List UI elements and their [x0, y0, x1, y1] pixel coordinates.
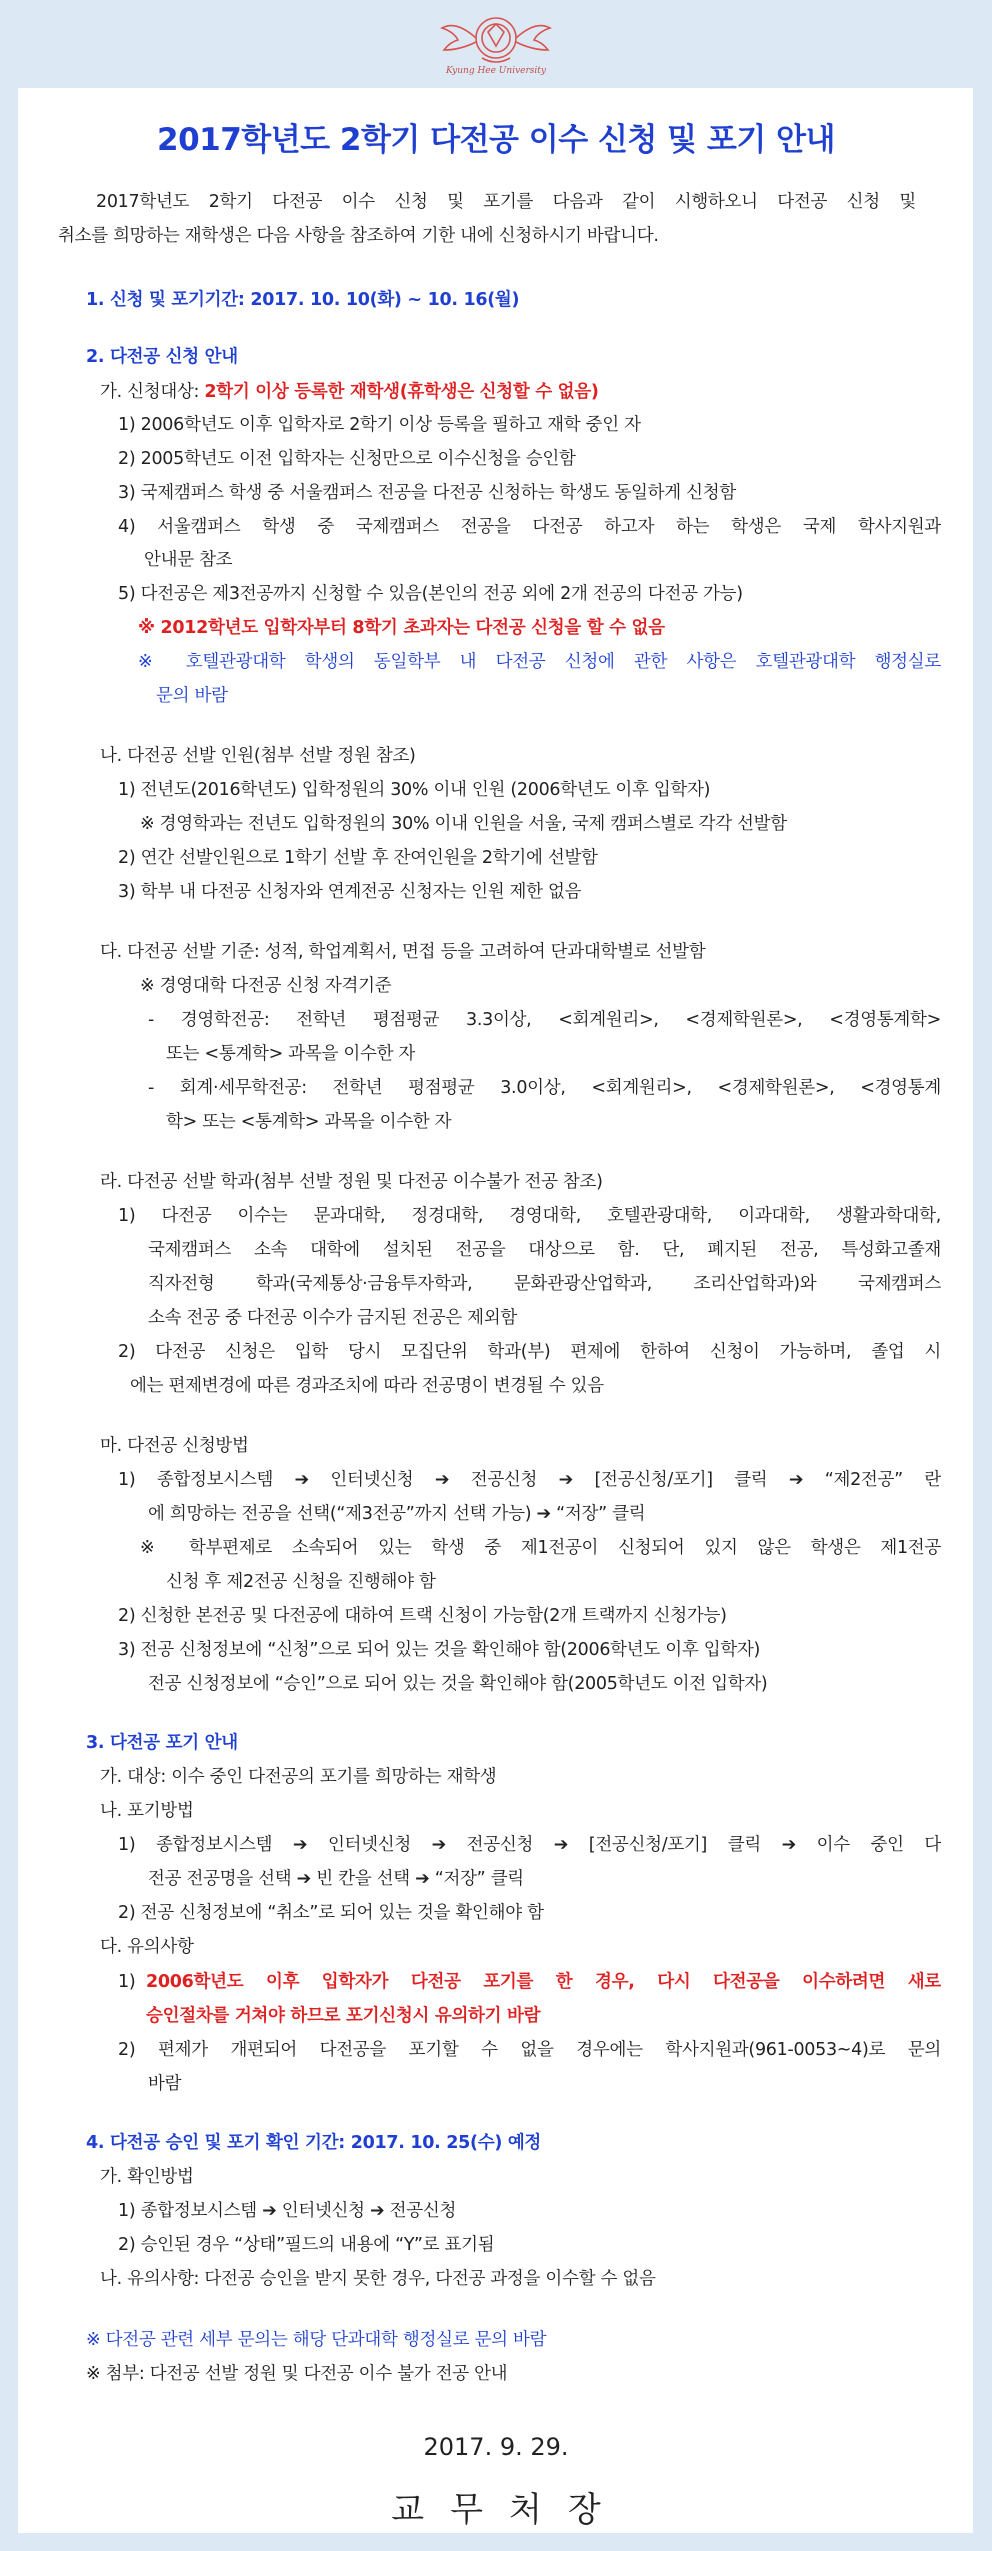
s3-na-item-1: 1) 종합정보시스템 ➔ 인터넷신청 ➔ 전공신청 ➔ [전공신청/포기] 클릭 ➔ 이수 중인 다 — [118, 1835, 941, 1855]
s2-na-note: ※ 경영학과는 전년도 입학정원의 30% 이내 인원을 서울, 국제 캠퍼스별로 각각 선발함 — [140, 814, 787, 834]
s2-ga-item-2: 2) 2005학년도 이전 입학자는 신청만으로 이수신청을 승인함 — [118, 449, 576, 469]
s3-na-item-2: 2) 전공 신청정보에 “취소”로 되어 있는 것을 확인해야 함 — [118, 1903, 544, 1923]
s4-ga-heading: 가. 확인방법 — [100, 2167, 194, 2187]
s2-ga-item-5: 5) 다전공은 제3전공까지 신청할 수 있음(본인의 전공 외에 2개 전공의 다전공 가능) — [118, 584, 743, 604]
s2-ma-item-3: 3) 전공 신청정보에 “신청”으로 되어 있는 것을 확인해야 함(2006학년도 이후 입학자) — [118, 1640, 761, 1660]
issue-date: 2017. 9. 29. — [423, 2433, 569, 2461]
s2-da-item-2: - 회계·세무학전공: 전학년 평점평균 3.0이상, <회계원리>, <경제학원론>, <경영통계 — [148, 1078, 941, 1098]
intro-line-2: 취소를 희망하는 재학생은 다음 사항을 참조하여 기한 내에 신청하시기 바랍니다. — [58, 226, 659, 246]
s3-da-red-2: 승인절차를 거쳐야 하므로 포기신청시 유의하기 바람 — [146, 2006, 541, 2026]
s3-da-heading: 다. 유의사항 — [100, 1937, 194, 1957]
s2-da-item-1-cont: 또는 <통계학> 과목을 이수한 자 — [166, 1044, 416, 1064]
s4-ga-item-2: 2) 승인된 경우 “상태”필드의 내용에 “Y”로 표기됨 — [118, 2235, 495, 2255]
s2-ra-item-1-cont-2: 직자전형 학과(국제통상·금융투자학과, 문화관광산업학과, 조리산업학과)와 국제캠퍼스 — [148, 1274, 941, 1294]
s2-na-item-1: 1) 전년도(2016학년도) 입학정원의 30% 이내 인원 (2006학년도 이후 입학자) — [118, 780, 711, 800]
s3-da-item-2: 2) 편제가 개편되어 다전공을 포기할 수 없을 경우에는 학사지원과(961-0053~4)로 문의 — [118, 2040, 941, 2060]
issuing-office: 교무처장 — [391, 2490, 627, 2530]
s2-ra-item-1: 1) 다전공 이수는 문과대학, 정경대학, 경영대학, 호텔관광대학, 이과대학, 생활과학대학, — [118, 1206, 941, 1226]
s2-da-heading: 다. 다전공 선발 기준: 성적, 학업계획서, 면접 등을 고려하여 단과대학별로 선발함 — [100, 942, 706, 962]
s2-ga-item-4: 4) 서울캠퍼스 학생 중 국제캠퍼스 전공을 다전공 하고자 하는 학생은 국제 학사지원과 — [118, 517, 941, 537]
s2-ra-item-1-cont-1: 국제캠퍼스 소속 대학에 설치된 전공을 대상으로 함. 단, 폐지된 전공, 특성화고졸재 — [148, 1240, 941, 1260]
s2-ma-note: ※ 학부편제로 소속되어 있는 학생 중 제1전공이 신청되어 있지 않은 학생은 제1전공 — [140, 1538, 941, 1558]
intro-line-1: 2017학년도 2학기 다전공 이수 신청 및 포기를 다음과 같이 시행하오니 다전공 신청 및 — [96, 192, 916, 212]
seal-caption: Kyung Hee University — [446, 66, 546, 76]
s2-ra-item-1-cont-3: 소속 전공 중 다전공 이수가 금지된 전공은 제외함 — [148, 1308, 517, 1328]
s2-ma-heading: 마. 다전공 신청방법 — [100, 1436, 249, 1456]
s2-da-item-1: - 경영학전공: 전학년 평점평균 3.3이상, <회계원리>, <경제학원론>, <경영통계학> — [148, 1010, 941, 1030]
s2-ga-note-blue-1: ※ 호텔관광대학 학생의 동일학부 내 다전공 신청에 관한 사항은 호텔관광대학 행정실로 — [138, 652, 941, 672]
s4-ga-item-1: 1) 종합정보시스템 ➔ 인터넷신청 ➔ 전공신청 — [118, 2201, 457, 2221]
s2-na-item-3: 3) 학부 내 다전공 신청자와 연계전공 신청자는 인원 제한 없음 — [118, 882, 582, 902]
s2-ga-prefix: 가. 신청대상: — [100, 382, 205, 402]
s3-da-red-1: 2006학년도 이후 입학자가 다전공 포기를 한 경우, 다시 다전공을 이수하려면 새로 — [146, 1972, 941, 1992]
s2-ga-note-red: ※ 2012학년도 입학자부터 8학기 초과자는 다전공 신청을 할 수 없음 — [138, 618, 665, 638]
s2-ga-item-4-cont: 안내문 참조 — [144, 550, 233, 570]
note-attachment: ※ 첨부: 다전공 선발 정원 및 다전공 이수 불가 전공 안내 — [86, 2364, 508, 2384]
section-3-heading: 3. 다전공 포기 안내 — [86, 1733, 238, 1753]
s3-ga: 가. 대상: 이수 중인 다전공의 포기를 희망하는 재학생 — [100, 1767, 497, 1787]
s3-da-item-1-number: 1) — [118, 1972, 136, 1992]
s2-ra-item-2-cont: 에는 편제변경에 따른 경과조치에 따라 전공명이 변경될 수 있음 — [130, 1376, 604, 1396]
s2-ma-note-cont: 신청 후 제2전공 신청을 진행해야 함 — [166, 1572, 436, 1592]
university-seal-logo — [436, 6, 556, 86]
s2-ga-item-3: 3) 국제캠퍼스 학생 중 서울캠퍼스 전공을 다전공 신청하는 학생도 동일하게 신청함 — [118, 483, 736, 503]
s2-da-item-2-cont: 학> 또는 <통계학> 과목을 이수한 자 — [166, 1112, 452, 1132]
s2-na-item-2: 2) 연간 선발인원으로 1학기 선발 후 잔여인원을 2학기에 선발함 — [118, 848, 598, 868]
note-inquiry: ※ 다전공 관련 세부 문의는 해당 단과대학 행정실로 문의 바람 — [86, 2330, 547, 2350]
section-2-heading: 2. 다전공 신청 안내 — [86, 347, 238, 367]
s2-ma-item-3-cont: 전공 신청정보에 “승인”으로 되어 있는 것을 확인해야 함(2005학년도 이전 입학자) — [148, 1674, 768, 1694]
s2-ra-heading: 라. 다전공 선발 학과(첨부 선발 정원 및 다전공 이수불가 전공 참조) — [100, 1172, 603, 1192]
s2-da-note: ※ 경영대학 다전공 신청 자격기준 — [140, 976, 392, 996]
s2-ma-item-2: 2) 신청한 본전공 및 다전공에 대하여 트랙 신청이 가능함(2개 트랙까지 신청가능) — [118, 1606, 727, 1626]
s2-ma-item-1-cont: 에 희망하는 전공을 선택(“제3전공”까지 선택 가능) ➔ “저장” 클릭 — [148, 1504, 646, 1524]
s2-ma-item-1: 1) 종합정보시스템 ➔ 인터넷신청 ➔ 전공신청 ➔ [전공신청/포기] 클릭 ➔ “제2전공” 란 — [118, 1470, 941, 1490]
s2-ra-item-2: 2) 다전공 신청은 입학 당시 모집단위 학과(부) 편제에 한하여 신청이 가능하며, 졸업 시 — [118, 1342, 941, 1362]
s3-na-item-1-cont: 전공 전공명을 선택 ➔ 빈 칸을 선택 ➔ “저장” 클릭 — [148, 1869, 524, 1889]
s2-ga-line — [100, 380, 599, 404]
section-1-heading: 1. 신청 및 포기기간: 2017. 10. 10(화) ~ 10. 16(월) — [86, 290, 520, 310]
s2-ga-target: 2학기 이상 등록한 재학생(휴학생은 신청할 수 없음) — [204, 382, 599, 402]
s3-na-heading: 나. 포기방법 — [100, 1801, 194, 1821]
s2-ga-note-blue-2: 문의 바람 — [156, 686, 228, 706]
section-4-heading: 4. 다전공 승인 및 포기 확인 기간: 2017. 10. 25(수) 예정 — [86, 2133, 542, 2153]
s2-na-heading: 나. 다전공 선발 인원(첨부 선발 정원 참조) — [100, 746, 416, 766]
s4-na: 나. 유의사항: 다전공 승인을 받지 못한 경우, 다전공 과정을 이수할 수 없음 — [100, 2269, 656, 2289]
s2-ga-item-1: 1) 2006학년도 이후 입학자로 2학기 이상 등록을 필하고 재학 중인 자 — [118, 415, 641, 435]
s3-da-item-2-cont: 바람 — [148, 2074, 182, 2094]
page-title: 2017학년도 2학기 다전공 이수 신청 및 포기 안내 — [157, 122, 835, 158]
